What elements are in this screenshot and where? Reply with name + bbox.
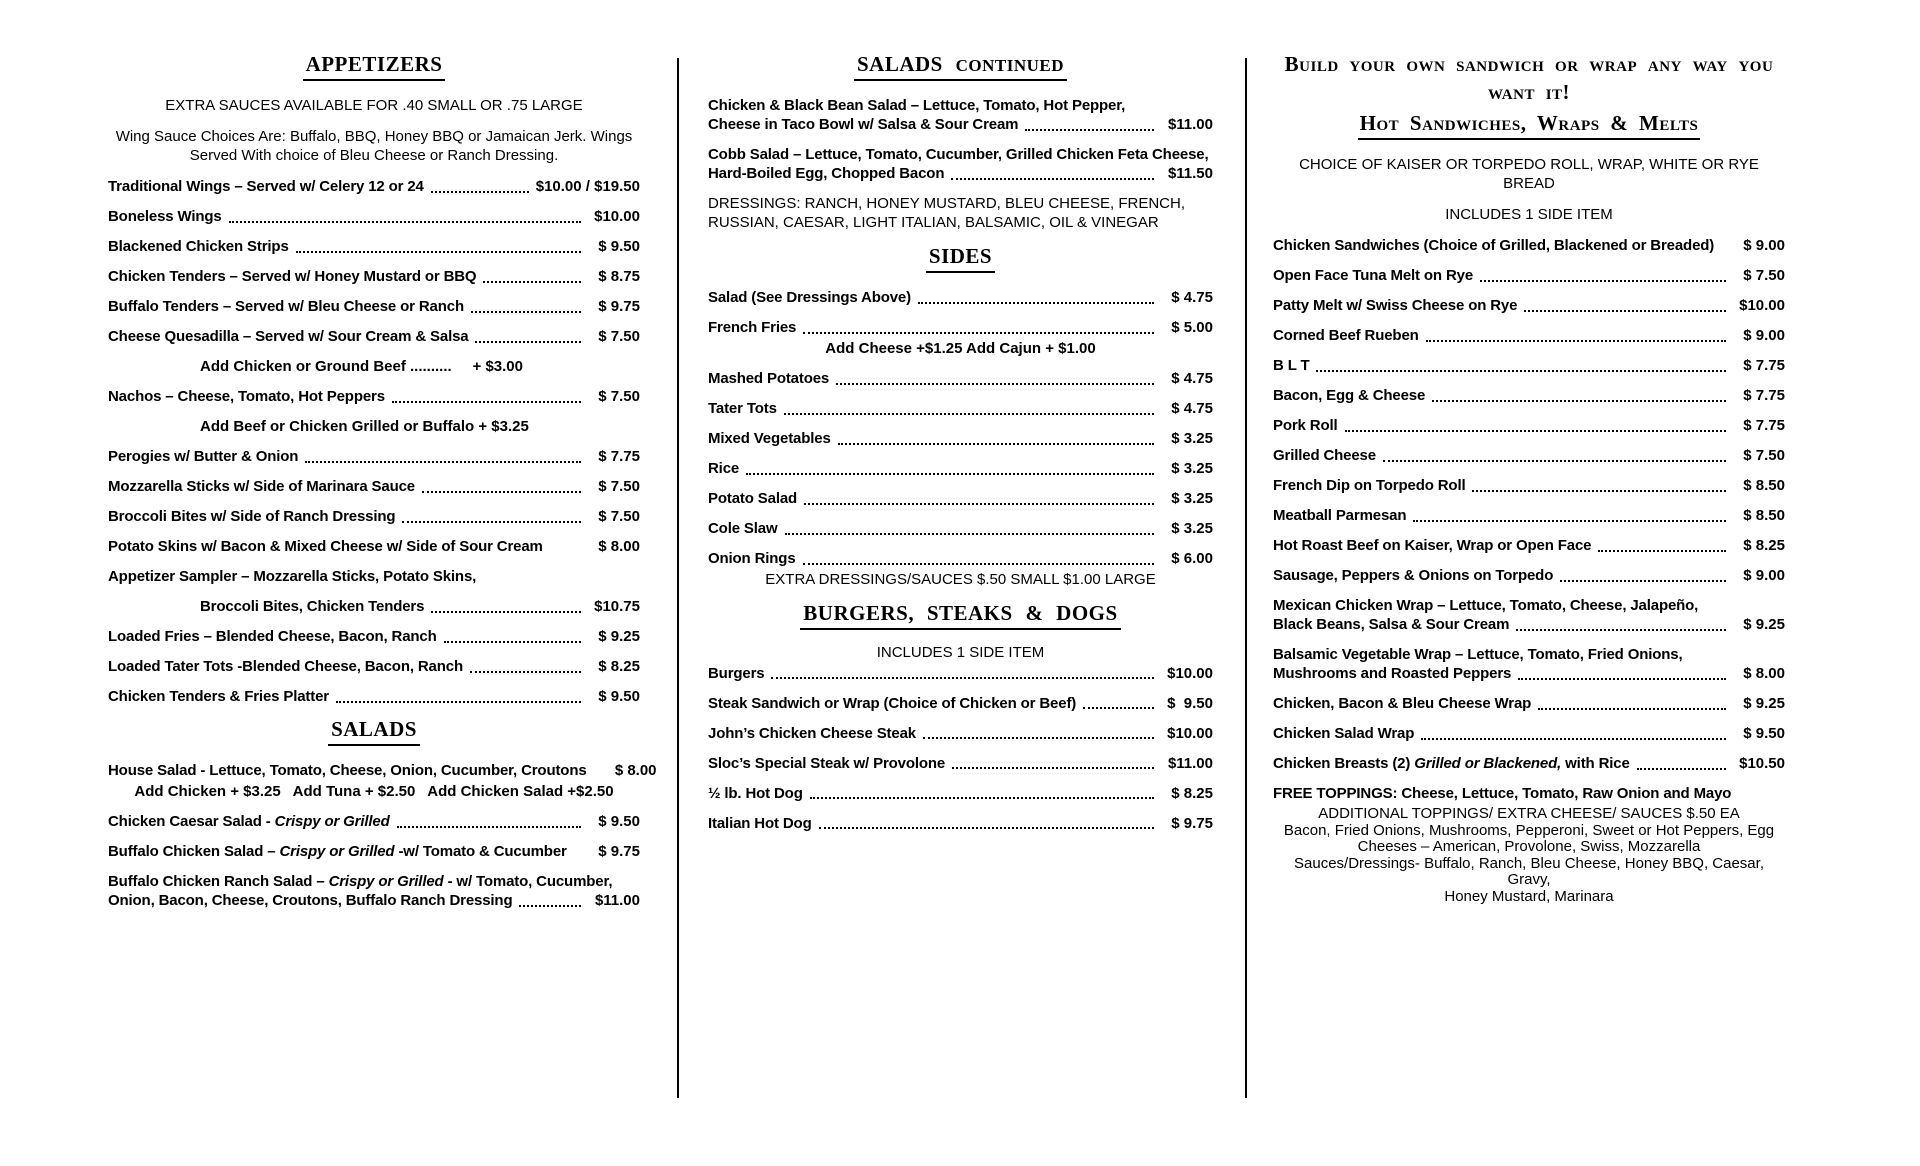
item-name: Mozzarella Sticks w/ Side of Marinara Sauce	[108, 478, 415, 495]
menu-item-row	[708, 459, 1213, 478]
dot-leader	[771, 677, 1154, 679]
heading-text: SALADS	[331, 717, 417, 741]
item-name: Mixed Vegetables	[708, 430, 831, 447]
item-price: $ 9.50	[1167, 694, 1213, 712]
menu-item-row	[708, 519, 1213, 538]
item-name: Potato Salad	[708, 490, 798, 507]
heading-underline	[328, 717, 420, 746]
menu-item-row	[708, 115, 1213, 134]
item-price: $ 8.25	[1743, 537, 1785, 554]
item-name: Grilled Cheese	[1273, 447, 1376, 464]
dot-leader	[1413, 520, 1726, 522]
item-name: Onion Rings	[708, 550, 796, 567]
menu-item-row	[708, 754, 1213, 773]
menu-item-row	[108, 477, 640, 496]
item-name: Loaded Fries – Blended Cheese, Bacon, Ranch	[108, 628, 437, 645]
item-name-part: -w/ Tomato & Cucumber	[394, 843, 567, 860]
menu-item-row	[108, 761, 657, 780]
item-name: Chicken, Bacon & Bleu Cheese Wrap	[1273, 695, 1532, 712]
item-price: $ 4.75	[1171, 370, 1213, 387]
menu-item-row	[708, 489, 1213, 508]
item-name	[108, 842, 567, 861]
note-line: Honey Mustard, Marinara	[1444, 887, 1614, 905]
dot-leader	[431, 611, 581, 613]
item-name	[1273, 754, 1630, 773]
item-name-part: Chicken Caesar Salad -	[108, 813, 275, 830]
item-name: Cobb Salad – Lettuce, Tomato, Cucumber, Grilled Chicken Feta Cheese,	[708, 146, 1209, 163]
note-line: Bacon, Fried Onions, Mushrooms, Pepperoni, Sweet or Hot Peppers, Egg	[1283, 821, 1775, 839]
item-price: $ 9.50	[598, 688, 640, 705]
item-name: Chicken Tenders & Fries Platter	[108, 688, 329, 705]
menu-bold-line: Appetizer Sampler – Mozzarella Sticks, Potato Skins,	[108, 568, 477, 585]
dot-leader	[471, 311, 581, 313]
dot-leader	[1598, 550, 1726, 552]
item-name: Onion, Bacon, Cheese, Croutons, Buffalo Ranch Dressing	[108, 892, 513, 909]
menu-item-row	[108, 812, 640, 831]
menu-item-row	[1273, 446, 1785, 465]
menu-item-row	[108, 597, 640, 616]
menu-item-row	[708, 724, 1213, 743]
dot-leader	[431, 191, 529, 193]
dot-leader	[483, 281, 581, 283]
dot-leader	[918, 302, 1154, 304]
menu-item-row	[1273, 416, 1785, 435]
menu-item-row	[1273, 664, 1785, 683]
dot-leader	[1432, 400, 1726, 402]
item-name: Nachos – Cheese, Tomato, Hot Peppers	[108, 388, 385, 405]
menu-item-row	[708, 694, 1213, 713]
item-name: Patty Melt w/ Swiss Cheese on Rye	[1273, 297, 1518, 314]
menu-item-group	[108, 872, 640, 910]
item-price: $ 9.75	[1171, 814, 1213, 832]
menu-item-row	[708, 399, 1213, 418]
item-name: Bacon, Egg & Cheese	[1273, 387, 1426, 404]
dot-leader	[392, 401, 581, 403]
menu-item-row	[1273, 356, 1785, 375]
note-line: RUSSIAN, CAESAR, LIGHT ITALIAN, BALSAMIC, OIL & VINEGAR	[708, 214, 1159, 231]
item-name: Mushrooms and Roasted Peppers	[1273, 665, 1512, 682]
item-name: Mashed Potatoes	[708, 370, 830, 387]
dot-leader	[444, 641, 581, 643]
heading-underline	[1358, 109, 1701, 140]
item-name: Mexican Chicken Wrap – Lettuce, Tomato, Cheese, Jalapeño,	[1273, 597, 1699, 614]
dot-leader	[1472, 490, 1726, 492]
item-price: $ 5.00	[1171, 319, 1213, 336]
menu-note	[708, 570, 1213, 589]
item-name: Pork Roll	[1273, 417, 1338, 434]
dot-leader	[951, 178, 1154, 180]
menu-subitem: Add Beef or Chicken Grilled or Buffalo + $3.25	[200, 418, 529, 435]
item-price: $10.75	[594, 598, 640, 615]
item-price: $ 8.00	[598, 538, 640, 555]
item-name: Sausage, Peppers & Onions on Torpedo	[1273, 567, 1554, 584]
item-price: $ 8.75	[598, 268, 640, 285]
dot-leader	[1421, 738, 1726, 740]
item-name: Traditional Wings – Served w/ Celery 12 or 24	[108, 178, 424, 195]
item-price: $11.00	[1167, 754, 1213, 772]
menu-item-row	[108, 267, 640, 286]
menu-item-row	[108, 687, 640, 706]
menu-item-group	[1273, 645, 1785, 683]
menu-item-row	[1273, 536, 1785, 555]
item-price: $ 7.75	[1743, 387, 1785, 404]
menu-item-row	[708, 549, 1213, 568]
menu-item-row	[108, 507, 640, 526]
dot-leader	[1560, 580, 1726, 582]
item-name: Perogies w/ Butter & Onion	[108, 448, 299, 465]
item-name: Steak Sandwich or Wrap (Choice of Chicken or Beef)	[708, 694, 1077, 712]
heading-underline	[800, 601, 1120, 630]
heading-underline	[303, 52, 446, 81]
item-name: House Salad - Lettuce, Tomato, Cheese, Onion, Cucumber, Croutons	[108, 762, 587, 779]
heading-subtext: CONTINUED	[955, 56, 1065, 75]
item-price: $ 7.75	[1743, 417, 1785, 434]
item-name: Boneless Wings	[108, 208, 222, 225]
heading-text: Build your own sandwich or wrap any way you want it!	[1284, 52, 1774, 104]
item-price: $ 9.00	[1743, 567, 1785, 584]
dot-leader	[1025, 129, 1154, 131]
item-price: $ 9.75	[598, 298, 640, 315]
dot-leader	[475, 341, 581, 343]
item-price: $ 9.75	[598, 843, 640, 860]
item-price: $ 7.50	[598, 388, 640, 405]
menu-note	[108, 127, 640, 165]
menu-item-row	[708, 814, 1213, 833]
item-name: Broccoli Bites, Chicken Tenders	[200, 598, 425, 615]
item-price: $11.00	[1167, 116, 1213, 133]
menu-item-row	[108, 177, 640, 196]
item-name: Buffalo Tenders – Served w/ Bleu Cheese or Ranch	[108, 298, 464, 315]
item-price: $ 9.50	[598, 238, 640, 255]
menu-item-row	[108, 842, 640, 861]
item-price: $ 3.25	[1171, 460, 1213, 477]
item-name: Burgers	[708, 664, 765, 682]
item-price: $10.00	[1167, 724, 1213, 742]
heading-text: SALADS	[856, 52, 943, 76]
menu-item-row	[1273, 326, 1785, 345]
item-name: French Fries	[708, 319, 797, 336]
item-price: $ 8.25	[1171, 784, 1213, 802]
item-name: Corned Beef Rueben	[1273, 327, 1419, 344]
menu-item-row	[1273, 266, 1785, 285]
item-price: $10.00	[594, 208, 640, 225]
item-price: $ 3.25	[1171, 490, 1213, 507]
item-name: Italian Hot Dog	[708, 814, 812, 832]
dot-leader	[1516, 629, 1726, 631]
section-heading	[708, 601, 1213, 630]
menu-item-row	[108, 537, 640, 556]
dot-leader	[746, 473, 1154, 475]
menu-item-row	[108, 207, 640, 226]
menu-item-row	[1273, 236, 1785, 255]
item-name: John’s Chicken Cheese Steak	[708, 724, 916, 742]
menu-item-row	[108, 447, 640, 466]
item-name: Rice	[708, 460, 740, 477]
dot-leader	[785, 533, 1154, 535]
dot-leader	[402, 521, 581, 523]
item-name: Cheese in Taco Bowl w/ Salsa & Sour Cream	[708, 116, 1019, 133]
dot-leader	[519, 905, 581, 907]
item-name-part: Chicken Breasts (2)	[1273, 755, 1415, 772]
item-price: $ 8.00	[614, 762, 657, 779]
heading-text: SIDES	[928, 244, 993, 268]
heading-underline	[854, 52, 1067, 81]
heading-text: APPETIZERS	[305, 52, 443, 76]
heading-text: BURGERS, STEAKS & DOGS	[803, 601, 1118, 625]
item-name: Hard-Boiled Egg, Chopped Bacon	[708, 165, 945, 182]
dot-leader	[1524, 310, 1726, 312]
dot-leader	[422, 491, 581, 493]
menu-subitem: Add Chicken + $3.25 Add Tuna + $2.50 Add Chicken Salad +$2.50	[134, 783, 614, 800]
dot-leader	[923, 737, 1154, 739]
item-name: Open Face Tuna Melt on Rye	[1273, 267, 1474, 284]
item-name-italic: Crispy or Grilled	[274, 813, 390, 830]
item-name-italic: Grilled or Blackened,	[1414, 755, 1562, 772]
item-name	[108, 812, 390, 831]
dot-leader	[810, 797, 1154, 799]
item-name: B L T	[1273, 357, 1310, 374]
item-price: $ 8.50	[1743, 507, 1785, 524]
item-price: $ 7.75	[1743, 357, 1785, 374]
item-price: $10.00	[1739, 297, 1785, 314]
dot-leader	[305, 461, 581, 463]
note-line: ADDITIONAL TOPPINGS/ EXTRA CHEESE/ SAUCES $.50 EA	[1318, 805, 1740, 822]
dot-leader	[296, 251, 581, 253]
section-heading	[1273, 109, 1785, 140]
item-price: $ 6.00	[1171, 550, 1213, 567]
dot-leader	[1637, 768, 1726, 770]
menu-item-row	[1273, 566, 1785, 585]
menu-item-row	[108, 657, 640, 676]
appetizers-salads-column	[108, 50, 657, 921]
item-name-part: Buffalo Chicken Ranch Salad –	[108, 873, 329, 890]
note-line: EXTRA SAUCES AVAILABLE FOR .40 SMALL OR .75 LARGE	[165, 97, 583, 114]
column-divider-right	[1245, 58, 1247, 1098]
dot-leader	[397, 826, 581, 828]
note-line: DRESSINGS: RANCH, HONEY MUSTARD, BLEU CHEESE, FRENCH,	[708, 195, 1186, 212]
item-name: French Dip on Torpedo Roll	[1273, 477, 1466, 494]
item-price: $11.50	[1167, 165, 1213, 182]
item-price: $ 7.50	[1743, 447, 1785, 464]
item-name: Meatball Parmesan	[1273, 507, 1407, 524]
menu-note	[1273, 806, 1785, 905]
menu-item-row	[108, 297, 640, 316]
item-price: $10.00	[1167, 664, 1213, 682]
menu-item-row	[1273, 754, 1785, 773]
item-name-part: - w/ Tomato, Cucumber,	[443, 873, 613, 890]
item-price: $ 3.25	[1171, 520, 1213, 537]
note-line: Wing Sauce Choices Are: Buffalo, BBQ, Honey BBQ or Jamaican Jerk. Wings	[115, 128, 633, 145]
item-price: $10.50	[1739, 755, 1785, 772]
section-heading	[708, 52, 1213, 81]
dot-leader	[836, 383, 1154, 385]
item-name: Black Beans, Salsa & Sour Cream	[1273, 616, 1510, 633]
dot-leader	[803, 332, 1154, 334]
item-name: Balsamic Vegetable Wrap – Lettuce, Tomato, Fried Onions,	[1273, 646, 1683, 663]
note-line: CHOICE OF KAISER OR TORPEDO ROLL, WRAP, WHITE OR RYE BREAD	[1299, 156, 1759, 192]
section-heading	[108, 52, 640, 81]
dot-leader	[1316, 370, 1726, 372]
menu-item-row	[1273, 506, 1785, 525]
menu-item-row	[708, 288, 1213, 307]
dot-leader	[1383, 460, 1726, 462]
menu-item-row	[708, 164, 1213, 183]
section-heading	[1273, 50, 1785, 106]
item-price: $ 7.50	[598, 478, 640, 495]
menu-item-row	[108, 237, 640, 256]
item-name	[108, 872, 640, 891]
menu-item-row	[708, 664, 1213, 683]
item-name-italic: Crispy or Grilled	[279, 843, 395, 860]
section-heading	[708, 244, 1213, 273]
menu-item-row	[108, 627, 640, 646]
dot-leader	[784, 413, 1154, 415]
heading-underline	[926, 244, 995, 273]
menu-item-row	[708, 369, 1213, 388]
menu-note	[108, 96, 640, 115]
dot-leader	[1083, 707, 1154, 709]
item-price: $ 4.75	[1171, 289, 1213, 306]
item-price: $ 3.25	[1171, 430, 1213, 447]
menu-item-row	[1273, 694, 1785, 713]
item-price: $ 8.25	[598, 658, 640, 675]
menu-note	[708, 194, 1213, 232]
item-price: $ 4.75	[1171, 400, 1213, 417]
item-name: Tater Tots	[708, 400, 777, 417]
menu-item-row	[108, 387, 640, 406]
note-line: Served With choice of Bleu Cheese or Ranch Dressing.	[189, 147, 559, 164]
note-line: INCLUDES 1 SIDE ITEM	[876, 644, 1045, 661]
menu-note	[1273, 155, 1785, 193]
note-line: Cheeses – American, Provolone, Swiss, Mozzarella	[1357, 838, 1701, 855]
note-line: EXTRA DRESSINGS/SAUCES $.50 SMALL $1.00 LARGE	[765, 571, 1156, 588]
item-price: $ 9.00	[1743, 237, 1785, 254]
dot-leader	[1426, 340, 1726, 342]
item-price: $ 7.50	[1743, 267, 1785, 284]
menu-item-group	[708, 96, 1213, 134]
menu-subitem: Add Cheese +$1.25 Add Cajun + $1.00	[825, 340, 1096, 357]
item-price: $ 7.50	[598, 328, 640, 345]
item-price: $ 9.25	[1743, 695, 1785, 712]
menu-item-row	[1273, 615, 1785, 634]
dot-leader	[804, 503, 1154, 505]
menu-item-row	[708, 784, 1213, 803]
item-price: $10.00 / $19.50	[535, 178, 640, 195]
item-name: Chicken & Black Bean Salad – Lettuce, Tomato, Hot Pepper,	[708, 97, 1126, 114]
section-heading	[108, 717, 640, 746]
item-price: $ 9.00	[1743, 327, 1785, 344]
menu-note	[708, 645, 1213, 662]
item-name: Sloc’s Special Steak w/ Provolone	[708, 754, 946, 772]
item-name: ½ lb. Hot Dog	[708, 784, 803, 802]
item-price: $ 7.50	[598, 508, 640, 525]
item-price: $ 8.50	[1743, 477, 1785, 494]
menu-item-row	[108, 891, 640, 910]
dot-leader	[803, 563, 1154, 565]
menu-item-row	[108, 327, 640, 346]
dot-leader	[1345, 430, 1727, 432]
heading-text: Hot Sandwiches, Wraps & Melts	[1359, 111, 1699, 135]
note-line: INCLUDES 1 SIDE ITEM	[1445, 206, 1613, 223]
dot-leader	[229, 221, 581, 223]
item-price: $ 7.75	[598, 448, 640, 465]
item-name: Salad (See Dressings Above)	[708, 289, 911, 306]
item-name: Cheese Quesadilla – Served w/ Sour Cream & Salsa	[108, 328, 469, 345]
sandwiches-wraps-column	[1273, 50, 1785, 907]
menu-item-row	[1273, 296, 1785, 315]
item-price: $ 9.50	[598, 813, 640, 830]
dot-leader	[1480, 280, 1726, 282]
dot-leader	[819, 827, 1154, 829]
menu-bold-line: FREE TOPPINGS: Cheese, Lettuce, Tomato, Raw Onion and Mayo	[1273, 785, 1732, 802]
item-name: Chicken Tenders – Served w/ Honey Mustard or BBQ	[108, 268, 477, 285]
menu-item-group	[1273, 596, 1785, 634]
menu-item-group	[708, 145, 1213, 183]
dot-leader	[470, 671, 581, 673]
menu-subitem: Add Chicken or Ground Beef .......... + $3.00	[200, 358, 523, 375]
item-name: Potato Skins w/ Bacon & Mixed Cheese w/ Side of Sour Cream	[108, 538, 543, 555]
item-name-italic: Crispy or Grilled	[328, 873, 444, 890]
menu-note	[1273, 205, 1785, 224]
item-name: Chicken Salad Wrap	[1273, 725, 1415, 742]
dot-leader	[336, 701, 581, 703]
dot-leader	[1538, 708, 1726, 710]
item-name: Broccoli Bites w/ Side of Ranch Dressing	[108, 508, 396, 525]
menu-item-row	[1273, 476, 1785, 495]
item-name: Hot Roast Beef on Kaiser, Wrap or Open Face	[1273, 537, 1592, 554]
item-price: $ 9.25	[1743, 616, 1785, 633]
menu-item-row	[708, 318, 1213, 337]
item-price: $ 9.50	[1743, 725, 1785, 742]
item-price: $ 8.00	[1743, 665, 1785, 682]
note-line: Sauces/Dressings- Buffalo, Ranch, Bleu Cheese, Honey BBQ, Caesar, Gravy,	[1294, 854, 1764, 888]
menu-item-row	[708, 429, 1213, 448]
item-price: $ 9.25	[598, 628, 640, 645]
item-price: $11.00	[594, 892, 640, 909]
item-name: Blackened Chicken Strips	[108, 238, 289, 255]
menu-item-row	[1273, 724, 1785, 743]
column-divider-left	[677, 58, 679, 1098]
dot-leader	[838, 443, 1154, 445]
dot-leader	[952, 767, 1154, 769]
item-name: Loaded Tater Tots -Blended Cheese, Bacon, Ranch	[108, 658, 463, 675]
menu-item-row	[1273, 386, 1785, 405]
item-name: Cole Slaw	[708, 520, 778, 537]
dot-leader	[1518, 678, 1726, 680]
item-name-part: with Rice	[1561, 755, 1630, 772]
salads-sides-burgers-column	[708, 50, 1213, 844]
item-name: Chicken Sandwiches (Choice of Grilled, Blackened or Breaded)	[1273, 237, 1715, 254]
item-name-part: Buffalo Chicken Salad –	[108, 843, 280, 860]
